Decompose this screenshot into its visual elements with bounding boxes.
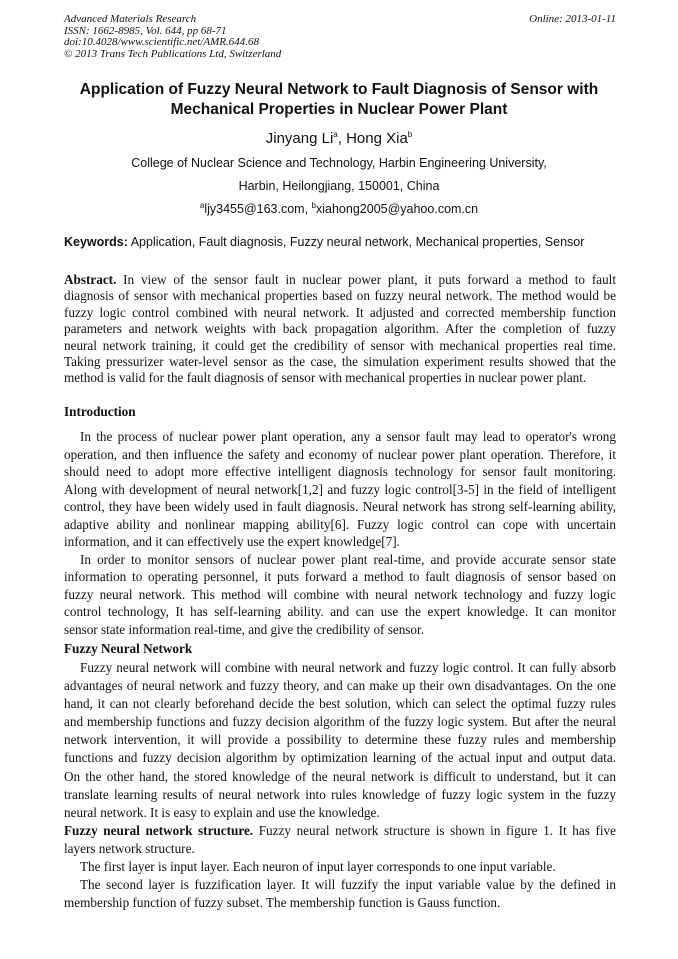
text-line: diagnosis of sensor with mechanical properties based on fuzzy neural network. The method would be xyxy=(64,288,616,304)
text-line: adaptive ability and nonlinear mapping ability[6]. Fuzzy logic control can cope with uncertain xyxy=(64,516,616,532)
text-line: hand, it can not clearly beforehand decide the best solution, which can select the optimal fuzzy rules xyxy=(64,696,616,712)
text-line: information, and it can effectively use the expert knowledge[7]. xyxy=(64,534,400,549)
introduction-body xyxy=(64,428,616,638)
text-line: layers network structure. xyxy=(64,840,195,856)
text-line: neural network training, it could get the credibility of sensor with mechanical properties real time. xyxy=(64,337,616,353)
text-line: Fuzzy neural network will combine with neural network and fuzzy logic control. It can fully absorb xyxy=(80,660,616,675)
journal-name: Advanced Materials Research xyxy=(64,13,197,25)
text-line: information to operating personnel, it puts forward a method to fault diagnosis of sensor based on xyxy=(64,569,616,584)
abstract xyxy=(64,272,616,387)
author-sup: b xyxy=(407,130,413,139)
text-line: should need to adopt more effective intelligent diagnosis technology for sensor fault monitoring. xyxy=(64,464,616,479)
text-line: fuzzy logic control combined with neural network. It adjusted and corrected membership function xyxy=(64,304,616,320)
email-sup: a xyxy=(199,201,205,210)
text-line: parameters and network weights with back propagation algorithm. After the completion of fuzzy xyxy=(64,321,616,337)
affiliation-line: Harbin, Heilongjiang, 150001, China xyxy=(238,179,440,193)
text-line: Along with development of neural network[1,2] and fuzzy logic control[3-5] in the field of intelligent xyxy=(64,481,616,497)
text-line: In the process of nuclear power plant operation, any a sensor fault may lead to operator's wrong xyxy=(80,429,616,444)
text-line: and membership functions and fuzzy decision algorithm of the fuzzy logic system. But after the neural xyxy=(64,714,616,730)
online-date: Online: 2013-01-11 xyxy=(529,13,616,25)
text-line: Taking pressurizer water-level sensor as the case, the simulation experiment results showed that the xyxy=(64,354,616,370)
copyright: © 2013 Trans Tech Publications Ltd, Switzerland xyxy=(64,47,282,60)
keywords-label: Keywords: xyxy=(64,235,128,249)
run-in-heading: Abstract. xyxy=(64,272,117,287)
author-sup: a xyxy=(333,130,338,139)
keywords-text: Application, Fault diagnosis, Fuzzy neural network, Mechanical properties, Sensor xyxy=(130,235,585,249)
authors: Jinyang Li$^a$, Hong Xia$^b$ xyxy=(265,130,413,147)
doi: doi:10.4028/www.scientific.net/AMR.644.68 xyxy=(64,36,260,48)
text-line: Fuzzy neural network structure. Fuzzy neural network structure is shown in figure 1. It has five xyxy=(64,822,616,838)
paper-title xyxy=(40,80,638,120)
email: ljy3455@163.com xyxy=(204,202,305,217)
author-name: Jinyang Li xyxy=(265,130,334,147)
journal-header xyxy=(64,14,616,60)
text-line: The second layer is fuzzification layer. It will fuzzify the input variable value by the defined in xyxy=(80,877,616,893)
text-line: The first layer is input layer. Each neuron of input layer corresponds to one input variable. xyxy=(80,859,556,875)
section-heading-introduction: Introduction xyxy=(64,404,136,419)
title-line: Mechanical Properties in Nuclear Power Plant xyxy=(170,101,508,118)
text-line: control, they have been widely used in fault diagnosis. Neural network has strong self-learning ability, xyxy=(64,499,616,514)
text-line: network intervention, it will provide a possibility to determine these fuzzy rules and membership xyxy=(64,732,616,748)
run-in-heading: Fuzzy neural network structure. xyxy=(64,822,254,838)
text-line: control technology, It has self-learning ability. and can use the expert knowledge. It can monitor xyxy=(64,604,616,619)
text-line: operation, and then influence the safety and economy of nuclear power plant operation. Therefore, it xyxy=(64,446,616,462)
text-line: neural network. It is easy to explain and use the knowledge. xyxy=(64,804,380,820)
title-line: Application of Fuzzy Neural Network to Fault Diagnosis of Sensor with xyxy=(79,81,599,98)
text-line: functions and fuzzy decision algorithm by optimization learning of the actual input and output data. xyxy=(64,750,616,766)
section-heading-fuzzy-neural-network: Fuzzy Neural Network xyxy=(64,641,193,656)
text-line: translate learning results of neural network into rules knowledge of fuzzy logic system in the fuzzy xyxy=(64,786,616,802)
text-line: fuzzy neural network. This method will combine with neural network technology and fuzzy logic xyxy=(64,586,616,602)
text-line: method is valid for the fault diagnosis of sensor with mechanical properties in nuclear power plant. xyxy=(64,370,587,386)
text-line: Abstract. In view of the sensor fault in nuclear power plant, it puts forward a method to fault xyxy=(64,272,616,287)
emails: $^a$ljy3455@163.com, $^b$xiahong2005@yahoo.com.cn xyxy=(199,201,479,217)
affiliation-line: College of Nuclear Science and Technology, Harbin Engineering University, xyxy=(131,156,547,170)
text-line: On the other hand, the stored knowledge of the neural network is difficult to understand, but it can xyxy=(64,768,616,784)
text-line: In order to monitor sensors of nuclear power plant real-time, and provide accurate sensor state xyxy=(80,551,616,567)
author-name: Hong Xia xyxy=(346,130,408,147)
text-line: membership function of fuzzy subset. The membership function is Gauss function. xyxy=(64,895,501,911)
email: xiahong2005@yahoo.com.cn xyxy=(316,202,479,217)
text-line: advantages of neural network and fuzzy theory, and can make up their own disadvantages. On the one xyxy=(64,678,616,694)
email-sup: b xyxy=(311,201,316,210)
fnn-body xyxy=(64,659,616,912)
issn: ISSN: 1662-8985, Vol. 644, pp 68-71 xyxy=(64,24,227,37)
keywords xyxy=(64,235,584,249)
text-line: sensor state information real-time, and give the credibility of sensor. xyxy=(64,621,424,637)
